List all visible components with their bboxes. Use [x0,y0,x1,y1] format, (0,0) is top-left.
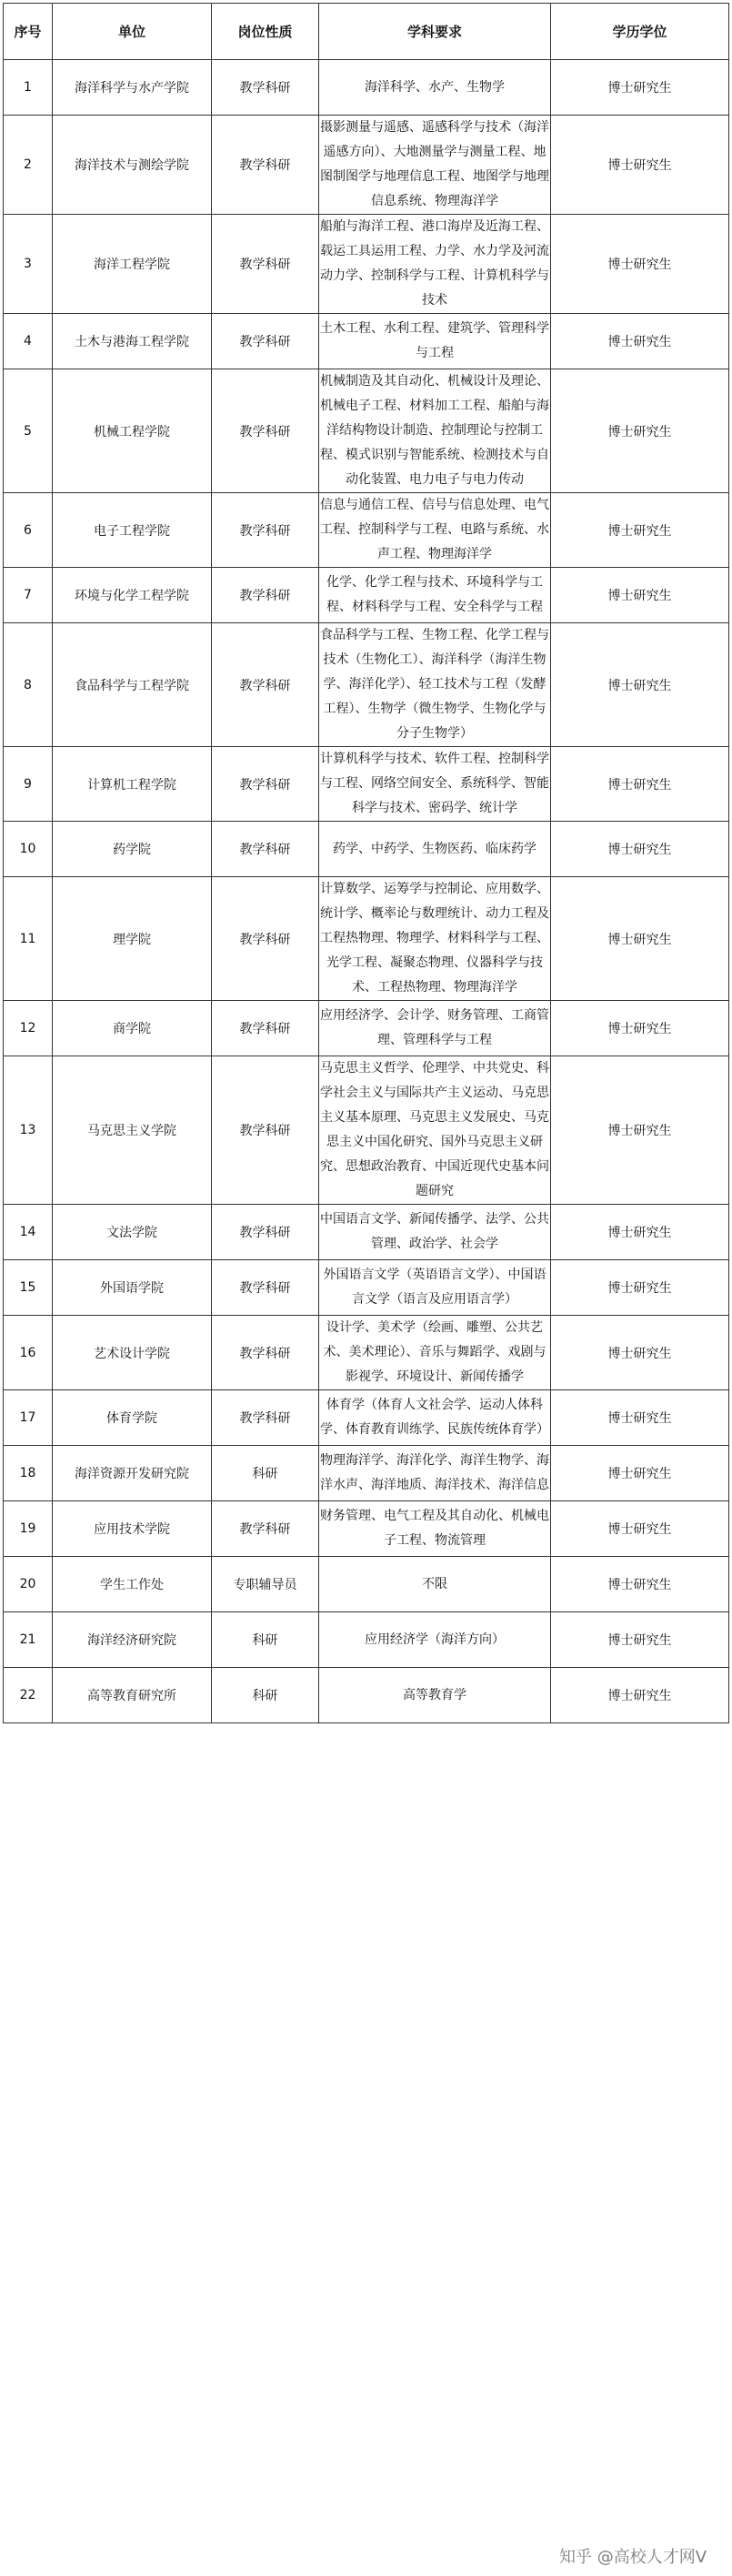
cell-position-type: 教学科研 [212,822,319,877]
table-row [4,1501,729,1557]
cell-subject: 海洋科学、水产、生物学 [319,60,551,116]
cell-subject: 外国语言文学（英语语言文学）、中国语言文学（语言及应用语言学） [319,1260,551,1316]
table-row [4,314,729,369]
cell-index: 20 [4,1557,53,1612]
cell-subject: 中国语言文学、新闻传播学、法学、公共管理、政治学、社会学 [319,1205,551,1260]
cell-position-type: 教学科研 [212,60,319,116]
cell-degree: 博士研究生 [551,215,729,314]
cell-index: 3 [4,215,53,314]
cell-unit: 理学院 [53,877,212,1001]
cell-degree: 博士研究生 [551,1446,729,1501]
cell-subject: 药学、中药学、生物医药、临床药学 [319,822,551,877]
cell-degree: 博士研究生 [551,877,729,1001]
cell-degree: 博士研究生 [551,1390,729,1446]
cell-subject: 机械制造及其自动化、机械设计及理论、机械电子工程、材料加工工程、船舶与海洋结构物设计制造、控制理论与控制工程、模式识别与智能系统、检测技术与自动化装置、电力电子与电力传动 [319,369,551,493]
cell-unit: 学生工作处 [53,1557,212,1612]
cell-subject: 计算数学、运筹学与控制论、应用数学、统计学、概率论与数理统计、动力工程及工程热物理、物理学、材料科学与工程、光学工程、凝聚态物理、仪器科学与技术、工程热物理、物理海洋学 [319,877,551,1001]
cell-degree: 博士研究生 [551,1056,729,1205]
cell-position-type: 教学科研 [212,1390,319,1446]
cell-subject: 体育学（体育人文社会学、运动人体科学、体育教育训练学、民族传统体育学） [319,1390,551,1446]
cell-index: 8 [4,623,53,747]
table-row [4,1205,729,1260]
cell-unit: 电子工程学院 [53,493,212,568]
table-row [4,1557,729,1612]
cell-subject: 高等教育学 [319,1668,551,1723]
cell-subject: 物理海洋学、海洋化学、海洋生物学、海洋水声、海洋地质、海洋技术、海洋信息 [319,1446,551,1501]
cell-position-type: 教学科研 [212,1316,319,1390]
recruitment-table [3,3,729,1723]
cell-position-type: 专职辅导员 [212,1557,319,1612]
cell-index: 22 [4,1668,53,1723]
table-row [4,1390,729,1446]
cell-subject: 船舶与海洋工程、港口海岸及近海工程、载运工具运用工程、力学、水力学及河流动力学、控制科学与工程、计算机科学与技术 [319,215,551,314]
cell-position-type: 科研 [212,1668,319,1723]
cell-position-type: 教学科研 [212,215,319,314]
cell-unit: 海洋科学与水产学院 [53,60,212,116]
table-row [4,215,729,314]
cell-unit: 外国语学院 [53,1260,212,1316]
table-row [4,877,729,1001]
cell-unit: 海洋经济研究院 [53,1612,212,1668]
cell-unit: 海洋工程学院 [53,215,212,314]
cell-degree: 博士研究生 [551,60,729,116]
cell-degree: 博士研究生 [551,1612,729,1668]
cell-index: 21 [4,1612,53,1668]
cell-index: 10 [4,822,53,877]
cell-position-type: 科研 [212,1446,319,1501]
cell-degree: 博士研究生 [551,493,729,568]
cell-degree: 博士研究生 [551,747,729,822]
table-row [4,568,729,623]
table-header [4,4,729,60]
cell-index: 9 [4,747,53,822]
cell-subject: 化学、化学工程与技术、环境科学与工程、材料科学与工程、安全科学与工程 [319,568,551,623]
cell-unit: 应用技术学院 [53,1501,212,1557]
cell-position-type: 教学科研 [212,1205,319,1260]
header-index: 序号 [4,4,53,60]
cell-unit: 药学院 [53,822,212,877]
cell-position-type: 教学科研 [212,877,319,1001]
table-row [4,1001,729,1056]
cell-subject: 设计学、美术学（绘画、雕塑、公共艺术、美术理论）、音乐与舞蹈学、戏剧与影视学、环境设计、新闻传播学 [319,1316,551,1390]
cell-index: 19 [4,1501,53,1557]
cell-index: 1 [4,60,53,116]
cell-degree: 博士研究生 [551,116,729,215]
cell-index: 5 [4,369,53,493]
cell-index: 16 [4,1316,53,1390]
cell-unit: 计算机工程学院 [53,747,212,822]
cell-degree: 博士研究生 [551,1316,729,1390]
cell-degree: 博士研究生 [551,1501,729,1557]
cell-subject: 财务管理、电气工程及其自动化、机械电子工程、物流管理 [319,1501,551,1557]
cell-index: 15 [4,1260,53,1316]
table-row [4,1056,729,1205]
cell-subject: 食品科学与工程、生物工程、化学工程与技术（生物化工）、海洋科学（海洋生物学、海洋化学）、轻工技术与工程（发酵工程）、生物学（微生物学、生物化学与分子生物学） [319,623,551,747]
cell-position-type: 教学科研 [212,116,319,215]
header-degree: 学历学位 [551,4,729,60]
cell-unit: 文法学院 [53,1205,212,1260]
cell-index: 17 [4,1390,53,1446]
table-row [4,822,729,877]
cell-degree: 博士研究生 [551,1557,729,1612]
cell-unit: 海洋资源开发研究院 [53,1446,212,1501]
cell-subject: 应用经济学（海洋方向） [319,1612,551,1668]
cell-degree: 博士研究生 [551,314,729,369]
cell-position-type: 科研 [212,1612,319,1668]
cell-index: 14 [4,1205,53,1260]
header-unit: 单位 [53,4,212,60]
cell-index: 6 [4,493,53,568]
cell-unit: 食品科学与工程学院 [53,623,212,747]
header-position-type: 岗位性质 [212,4,319,60]
cell-index: 12 [4,1001,53,1056]
cell-subject: 信息与通信工程、信号与信息处理、电气工程、控制科学与工程、电路与系统、水声工程、物理海洋学 [319,493,551,568]
cell-index: 11 [4,877,53,1001]
cell-unit: 海洋技术与测绘学院 [53,116,212,215]
cell-position-type: 教学科研 [212,568,319,623]
cell-degree: 博士研究生 [551,1001,729,1056]
cell-index: 2 [4,116,53,215]
cell-unit: 土木与港海工程学院 [53,314,212,369]
cell-unit: 艺术设计学院 [53,1316,212,1390]
cell-position-type: 教学科研 [212,747,319,822]
header-subject: 学科要求 [319,4,551,60]
table-row [4,116,729,215]
table-body [4,60,729,1723]
table-row [4,1260,729,1316]
cell-position-type: 教学科研 [212,1001,319,1056]
cell-subject: 不限 [319,1557,551,1612]
cell-degree: 博士研究生 [551,568,729,623]
table-row [4,60,729,116]
cell-degree: 博士研究生 [551,369,729,493]
cell-subject: 计算机科学与技术、软件工程、控制科学与工程、网络空间安全、系统科学、智能科学与技术、密码学、统计学 [319,747,551,822]
cell-index: 18 [4,1446,53,1501]
cell-position-type: 教学科研 [212,1260,319,1316]
cell-degree: 博士研究生 [551,1260,729,1316]
table-row [4,747,729,822]
cell-position-type: 教学科研 [212,369,319,493]
table-row [4,1316,729,1390]
cell-unit: 高等教育研究所 [53,1668,212,1723]
cell-index: 4 [4,314,53,369]
table-row [4,1668,729,1723]
table-row [4,1446,729,1501]
cell-subject: 摄影测量与遥感、遥感科学与技术（海洋遥感方向）、大地测量学与测量工程、地图制图学与地理信息工程、地图学与地理信息系统、物理海洋学 [319,116,551,215]
cell-degree: 博士研究生 [551,623,729,747]
cell-position-type: 教学科研 [212,1056,319,1205]
cell-unit: 商学院 [53,1001,212,1056]
cell-unit: 机械工程学院 [53,369,212,493]
cell-position-type: 教学科研 [212,623,319,747]
cell-unit: 环境与化学工程学院 [53,568,212,623]
table-row [4,493,729,568]
table-row [4,1612,729,1668]
cell-degree: 博士研究生 [551,1205,729,1260]
table-row [4,369,729,493]
cell-index: 7 [4,568,53,623]
cell-position-type: 教学科研 [212,493,319,568]
cell-subject: 马克思主义哲学、伦理学、中共党史、科学社会主义与国际共产主义运动、马克思主义基本原理、马克思主义发展史、马克思主义中国化研究、国外马克思主义研究、思想政治教育、中国近现代史基本问题研究 [319,1056,551,1205]
cell-unit: 体育学院 [53,1390,212,1446]
cell-index: 13 [4,1056,53,1205]
table-row [4,623,729,747]
zhihu-watermark: 知乎 @高校人才网V [559,2548,707,2567]
cell-unit: 马克思主义学院 [53,1056,212,1205]
cell-position-type: 教学科研 [212,1501,319,1557]
cell-subject: 应用经济学、会计学、财务管理、工商管理、管理科学与工程 [319,1001,551,1056]
cell-degree: 博士研究生 [551,822,729,877]
cell-position-type: 教学科研 [212,314,319,369]
cell-degree: 博士研究生 [551,1668,729,1723]
cell-subject: 土木工程、水利工程、建筑学、管理科学与工程 [319,314,551,369]
